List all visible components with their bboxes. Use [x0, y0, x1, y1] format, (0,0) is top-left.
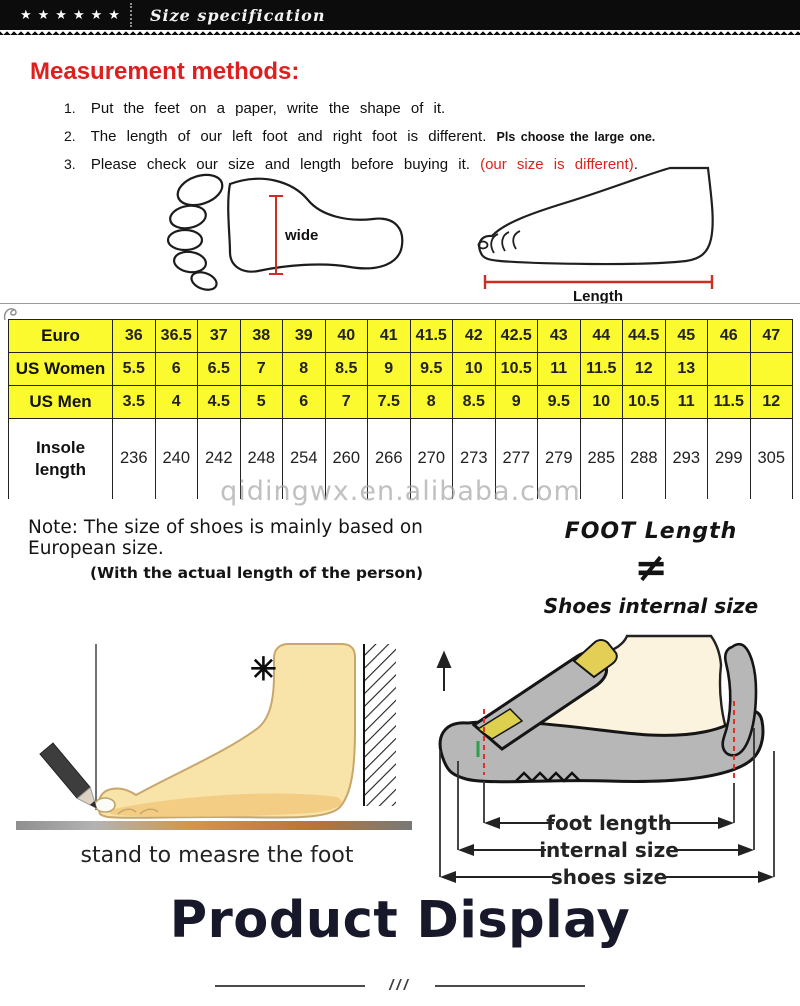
table-cell: 10.5	[495, 353, 538, 386]
toe-circles	[168, 170, 226, 293]
table-cell: 293	[665, 419, 708, 499]
table-cell: 11	[538, 353, 581, 386]
pencil	[40, 743, 103, 814]
table-cell: 10	[580, 386, 623, 419]
table-cell: 8.5	[325, 353, 368, 386]
table-cell: 45	[665, 320, 708, 353]
shoe-measure-illustration	[428, 633, 790, 891]
table-cell: 43	[538, 320, 581, 353]
measurement-methods-section	[30, 58, 775, 175]
table-cell: 13	[665, 353, 708, 386]
table-cell: 39	[283, 320, 326, 353]
table-cell: 10	[453, 353, 496, 386]
header-bar	[0, 0, 800, 30]
table-cell: 248	[240, 419, 283, 499]
table-cell: 11.5	[708, 386, 751, 419]
table-cell: 273	[453, 419, 496, 499]
table-cell: 299	[708, 419, 751, 499]
ankle-asterisk: ✳	[250, 651, 277, 687]
table-cell: 41	[368, 320, 411, 353]
divider-slashes: ///	[389, 977, 411, 994]
table-cell: 288	[623, 419, 666, 499]
method-item-1	[64, 98, 775, 119]
table-cell: 38	[240, 320, 283, 353]
standing-foot-illustration	[12, 638, 422, 838]
table-cell: 9.5	[538, 386, 581, 419]
method-item-2	[64, 126, 775, 147]
table-cell: 240	[155, 419, 198, 499]
not-equal-symbol: ≠	[634, 545, 668, 591]
table-cell: 36	[113, 320, 156, 353]
table-cell: 40	[325, 320, 368, 353]
item-number: 1.	[64, 100, 76, 116]
product-display-title: Product Display	[169, 891, 631, 950]
table-cell: 254	[283, 419, 326, 499]
table-cell: 236	[113, 419, 156, 499]
length-label: Length	[573, 288, 623, 303]
foot-length-diagram	[468, 163, 763, 303]
table-cell: 4	[155, 386, 198, 419]
table-cell: 12	[750, 386, 793, 419]
table-cell: 5.5	[113, 353, 156, 386]
table-cell: 37	[198, 320, 241, 353]
methods-title: Measurement methods:	[30, 58, 300, 85]
ground-bar	[16, 821, 412, 830]
footprint-outline	[228, 179, 402, 272]
table-cell: 4.5	[198, 386, 241, 419]
item-note: Pls choose the large one.	[496, 130, 656, 144]
table-cell: 285	[580, 419, 623, 499]
row-label: Insole length	[9, 419, 113, 499]
side-foot-outline	[479, 168, 712, 264]
table-cell: 12	[623, 353, 666, 386]
table-cell: 36.5	[155, 320, 198, 353]
table-cell: 270	[410, 419, 453, 499]
stars-decoration: ★★★★★★	[20, 7, 126, 22]
inequality-bottom: Shoes internal size	[543, 594, 759, 618]
table-cell: 6	[283, 386, 326, 419]
table-cell: 44	[580, 320, 623, 353]
wall-hatch	[364, 644, 396, 806]
item-number: 2.	[64, 128, 76, 144]
table-cell: 7.5	[368, 386, 411, 419]
table-cell: 42.5	[495, 320, 538, 353]
table-cell: 42	[453, 320, 496, 353]
size-table-body	[9, 320, 793, 499]
item-number: 3.	[64, 156, 76, 172]
row-label: US Men	[9, 386, 113, 419]
up-arrow	[438, 653, 450, 691]
left-illustration-caption: stand to measre the foot	[80, 843, 354, 868]
foot-length-label: foot length	[546, 811, 672, 835]
table-cell: 6.5	[198, 353, 241, 386]
table-cell: 7	[325, 386, 368, 419]
table-cell: 266	[368, 419, 411, 499]
table-cell: 8	[410, 386, 453, 419]
size-table-section	[8, 319, 793, 507]
table-cell: 7	[240, 353, 283, 386]
table-cell: 9	[368, 353, 411, 386]
footprint-width-diagram	[158, 170, 408, 300]
table-cell: 8	[283, 353, 326, 386]
table-cell: 6	[155, 353, 198, 386]
divider-line-right	[435, 985, 585, 987]
table-row	[9, 386, 793, 419]
length-measure-line	[485, 275, 712, 289]
shoes-size-label: shoes size	[550, 865, 668, 889]
wide-label: wide	[285, 227, 319, 244]
header-title: Size specification	[149, 5, 326, 25]
table-cell: 11	[665, 386, 708, 419]
bottom-divider	[0, 977, 800, 994]
big-toe	[95, 798, 115, 812]
table-cell: 8.5	[453, 386, 496, 419]
table-cell	[750, 353, 793, 386]
note-line-1: Note: The size of shoes is mainly based on European size.	[28, 517, 423, 559]
table-cell: 47	[750, 320, 793, 353]
table-cell: 5	[240, 386, 283, 419]
table-row	[9, 320, 793, 353]
table-cell: 305	[750, 419, 793, 499]
table-row	[9, 353, 793, 386]
foot-shape	[99, 644, 356, 818]
table-cell: 260	[325, 419, 368, 499]
row-label: US Women	[9, 353, 113, 386]
table-cell: 41.5	[410, 320, 453, 353]
row-label: Euro	[9, 320, 113, 353]
inequality-top: FOOT Length	[564, 519, 738, 544]
table-cell: 10.5	[623, 386, 666, 419]
header-divider	[130, 3, 132, 27]
table-cell: 279	[538, 419, 581, 499]
divider-line-left	[215, 985, 365, 987]
item-text: Put the feet on a paper, write the shape of it.	[90, 100, 446, 117]
item-text: Please check our size and length before buying it.	[90, 156, 470, 173]
table-cell: 277	[495, 419, 538, 499]
table-cell: 9	[495, 386, 538, 419]
section-divider-line	[0, 303, 800, 304]
item-period: .	[633, 156, 638, 173]
table-cell: 9.5	[410, 353, 453, 386]
table-cell	[708, 353, 751, 386]
size-table	[8, 319, 793, 499]
table-cell: 46	[708, 320, 751, 353]
internal-size-label: internal size	[539, 838, 679, 862]
note-line-2: (With the actual length of the person)	[90, 564, 424, 582]
inequality-block	[518, 519, 784, 618]
note-block	[28, 517, 508, 582]
table-cell: 11.5	[580, 353, 623, 386]
table-cell: 3.5	[113, 386, 156, 419]
table-cell: 242	[198, 419, 241, 499]
watermark: qidingwx.en.alibaba.com	[220, 476, 581, 507]
table-cell: 44.5	[623, 320, 666, 353]
zigzag-edge	[0, 30, 800, 35]
item-warning: (our size is different)	[480, 156, 634, 173]
item-text: The length of our left foot and right foot is different.	[90, 128, 487, 145]
